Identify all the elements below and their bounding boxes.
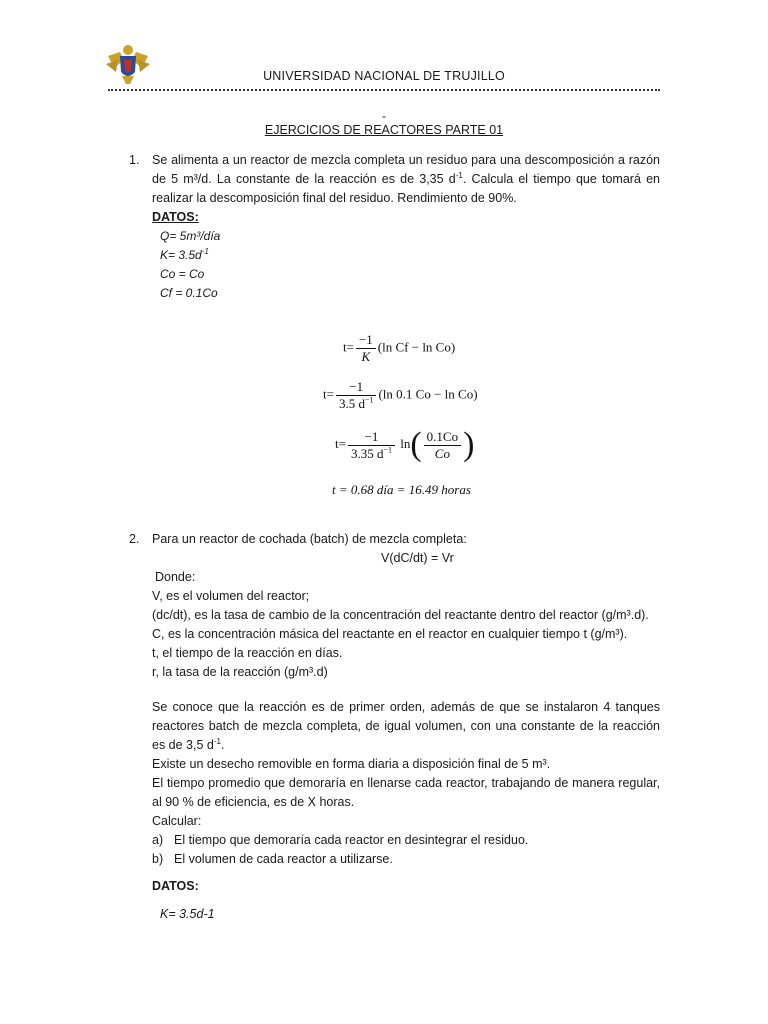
equation-2: t= $\frac{-1}{3.5 d^{-1}}$ (ln 0.1 Co − ln Co) [323, 379, 478, 411]
exercise-2-intro: Para un reactor de cochada (batch) de mezcla completa: [152, 532, 467, 546]
calc-item-b: b) El volumen de cada reactor a utilizarse. [152, 852, 393, 866]
exercise-2-number: 2. [129, 532, 140, 546]
def-t: t, el tiempo de la reacción en días. [152, 646, 343, 660]
batch-formula: V(dC/dt) = Vr [381, 551, 454, 565]
exercise-2-datos-label: DATOS: [152, 879, 199, 893]
dotted-divider [108, 89, 660, 91]
donde-label: Donde: [155, 570, 196, 584]
calcular-label: Calcular: [152, 814, 202, 828]
exercise-1-text-b: . Calcula el tiempo que tomará en realizar la descomposición final del residuo. Rendimiento de 90%. [152, 172, 660, 205]
exercise-1-number: 1. [129, 153, 140, 167]
exercise-2-para-3: El tiempo promedio que demoraría en llenarse cada reactor, trabajando de manera regular, al 90 % de eficiencia, es de X horas. [152, 776, 660, 809]
exercise-2-body [152, 698, 660, 869]
equation-3: t= $\frac{-1}{3.35 d^{-1}}$ ln( $\frac{0.1Co}{Co}$ ) [335, 426, 475, 463]
datos-q: Q= 5m³/día [160, 229, 221, 243]
def-dcdt: (dc/dt), es la tasa de cambio de la concentración del reactante dentro del reactor (g/m³.d). [152, 608, 649, 622]
def-v: V, es el volumen del reactor; [152, 589, 310, 603]
definitions-list [152, 587, 660, 682]
exercise-1-sup: -1 [455, 170, 463, 180]
exercise-2-para-1: Se conoce que la reacción es de primer orden, además de que se instalaron 4 tanques reactores batch de mezcla completa, de igual volumen, con una constante de la reacción es de 3,5 $d^{-1}$. [152, 700, 660, 752]
exercise-2-para-2: Existe un desecho removible en forma diaria a disposición final de 5 m³. [152, 757, 551, 771]
exercise-1-statement [152, 151, 660, 208]
document-title: EJERCICIOS DE REACTORES PARTE 01 [264, 123, 504, 137]
exercise-1-text-a: Se alimenta a un reactor de mezcla completa un residuo para una descomposición a razón de 5 m³/d. La constante de la reacción es de 3,35 d [152, 153, 660, 186]
datos-co: Co = Co [160, 267, 205, 281]
exercise-1-datos-list [160, 227, 220, 303]
datos-k: $K= 3.5d^{-1}$ [160, 247, 209, 262]
def-r: r, la tasa de la reacción (g/m³.d) [152, 665, 328, 679]
dash-mark: - [382, 109, 386, 123]
calc-item-a: a) El tiempo que demoraría cada reactor en desintegrar el residuo. [152, 833, 529, 847]
datos-cf: Cf = 0.1Co [160, 286, 218, 300]
institution-name: UNIVERSIDAD NACIONAL DE TRUJILLO [263, 69, 505, 83]
def-c: C, es la concentración másica del reactante en el reactor en cualquier tiempo t (g/m³). [152, 627, 628, 641]
equation-4: t = 0.68 día = 16.49 horas [332, 482, 471, 497]
exercise-1-datos-label: DATOS: [152, 210, 199, 224]
equation-1: t= $\frac{-1}{K}$ (ln Cf − ln Co) [343, 332, 456, 364]
exercise-2-datos-k: K= 3.5d-1 [160, 907, 215, 921]
